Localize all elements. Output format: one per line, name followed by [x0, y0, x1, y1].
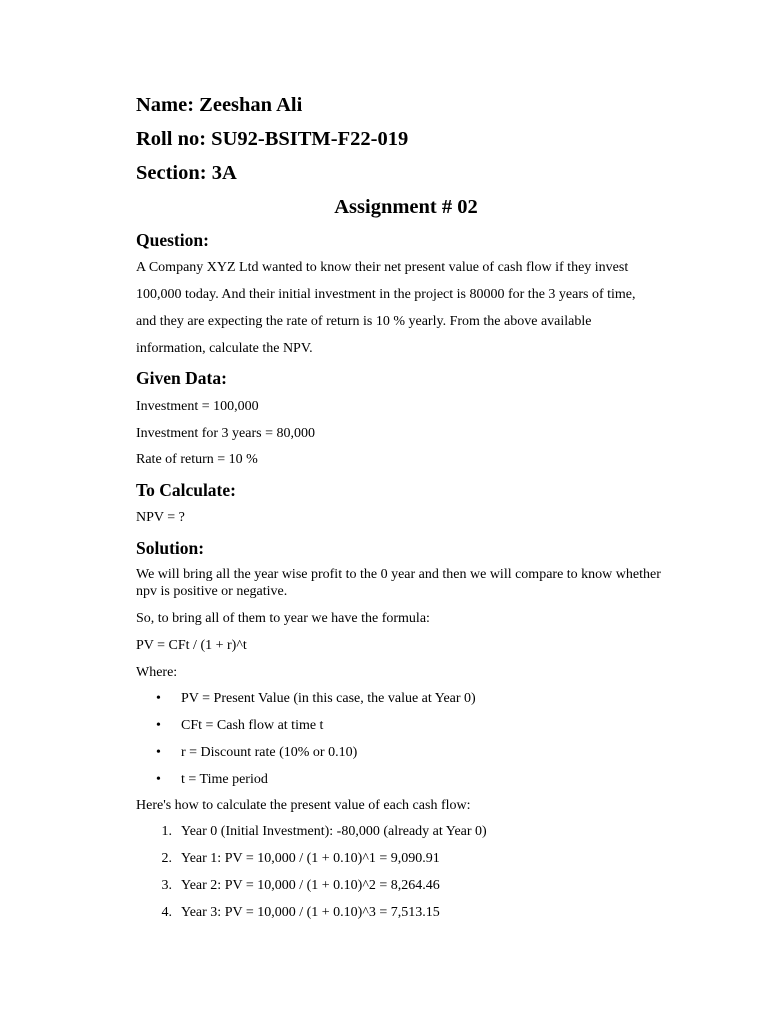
question-heading: Question:: [136, 230, 209, 250]
question-line: and they are expecting the rate of return is 10 % yearly. From the above available: [136, 314, 592, 329]
bullet-icon: •: [156, 718, 161, 733]
given-data-item: Rate of return = 10 %: [136, 452, 258, 467]
question-line: information, calculate the NPV.: [136, 341, 313, 356]
formula: PV = CFt / (1 + r)^t: [136, 638, 247, 653]
to-calculate-text: NPV = ?: [136, 510, 185, 525]
bullet-icon: •: [156, 772, 161, 787]
formula-intro: So, to bring all of them to year we have the formula:: [136, 611, 430, 626]
to-calculate-heading: To Calculate:: [136, 480, 236, 500]
where-label: Where:: [136, 665, 178, 680]
solution-heading: Solution:: [136, 538, 205, 558]
assignment-title: Assignment # 02: [334, 196, 478, 218]
given-data-item: Investment = 100,000: [136, 399, 259, 414]
given-data-heading: Given Data:: [136, 368, 227, 388]
roll-number: Roll no: SU92-BSITM-F22-019: [136, 128, 409, 150]
section: Section: 3A: [136, 162, 237, 184]
steps-intro: Here's how to calculate the present value of each cash flow:: [136, 798, 471, 813]
given-data-item: Investment for 3 years = 80,000: [136, 426, 315, 441]
bullet-icon: •: [156, 691, 161, 706]
bullet-icon: •: [156, 745, 161, 760]
student-name: Name: Zeeshan Ali: [136, 94, 303, 116]
solution-intro: We will bring all the year wise profit to the 0 year and then we will compare to know whether npv is positive or negative.: [136, 567, 661, 599]
question-line: A Company XYZ Ltd wanted to know their net present value of cash flow if they invest: [136, 260, 629, 275]
question-line: 100,000 today. And their initial investment in the project is 80000 for the 3 years of time,: [136, 287, 636, 302]
